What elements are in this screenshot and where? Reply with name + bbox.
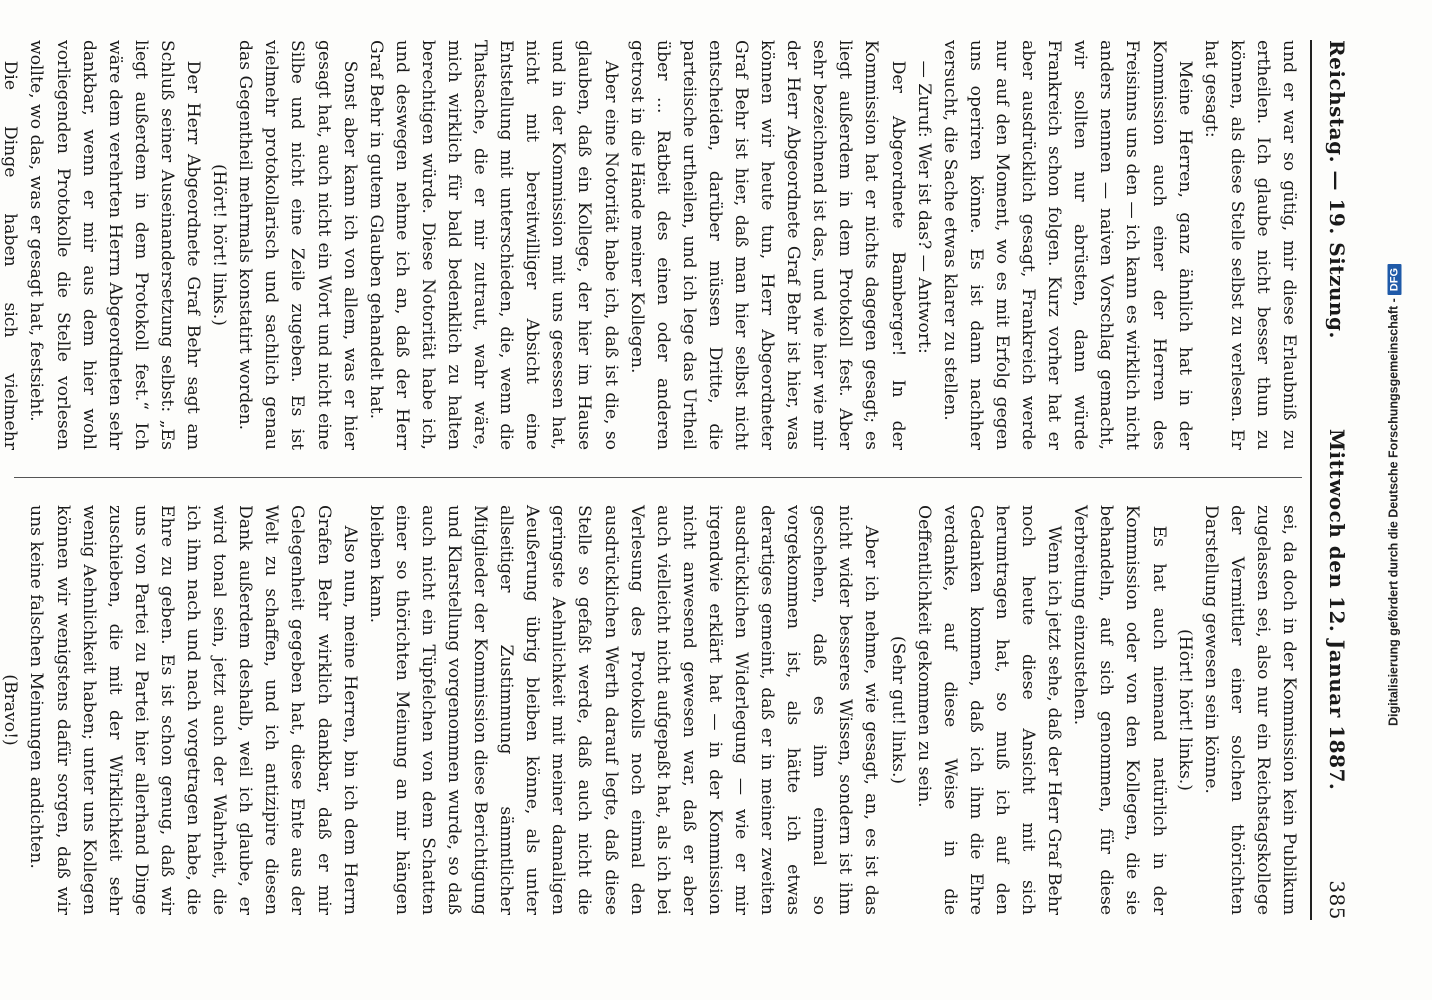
paragraph: Aber eine Notorität habe ich, daß ist die, so glauben, daß ein Kollege, der hier im Hause und in der Kommission mit uns gesessen hat, nicht mit bereitwilliger Absicht eine Entstellung mit unterschieden, die, wenn die Thatsache, die er mir zutraut, wahr wäre, mich wirklich für bald bedenklich zu halten berechtigen würde. Diese Notorität habe ich, und deswegen nehme ich an, daß der Herr Graf Behr in gutem Glauben gehandelt hat. — [365, 40, 621, 450]
interjection: (Hört! hört! links.) — [1174, 629, 1195, 791]
header-rule — [1310, 40, 1312, 920]
interjection: (Hört! hört! links.) — [209, 164, 230, 326]
column-divider — [14, 477, 1302, 478]
page-number: 385 — [1325, 880, 1349, 920]
interjection: (Bravo!) — [0, 674, 21, 746]
running-header — [1314, 40, 1360, 920]
digitization-note: Digitalisierung gefördert durch die Deutsche Forschungsgemeinschaft - — [1386, 298, 1401, 727]
paragraph: Die Dinge haben sich vielmehr — [0, 60, 21, 450]
paragraph: Also nun, meine Herren, bin ich dem Herrn Grafen Behr wirklich dankbar, daß er mir Gelegenheit gegeben hat, diese Ente aus der Welt zu schaffen, und ich antizipire diesen Dank außerdem deshalb, weil ich glaube, er wird tonal sein, jetzt auch der Wahrheit, die ich ihm nach und nach vorgetragen habe, die Ehre zu geben. Es ist schon genug, daß wir uns von Partei zu Partei hier allerhand Dinge zuschieben, die mit der Wirklichkeit sehr wenig Aehnlichkeit haben; unter uns Kollegen können wir wenigstens dafür sorgen, daß wir uns keine falschen Meinungen andichten. — [26, 505, 360, 915]
paragraph: Sonst aber kann ich von allem, was er hier gesagt hat, auch nicht ein Wort und nicht eine Silbe und nicht eine Zeile zugeben. Es ist vielmehr protokollarisch und sachlich genau das Gegentheil mehrmals konstatirt worden. — [235, 40, 360, 450]
paragraph: Es hat auch niemand natürlich in der Kommission oder von den Kollegen, die sie behandeln, auf sich genommen, für diese Verbreitung einzustehen. — [1070, 505, 1169, 915]
header-chamber-session: Reichstag. — 19. Sitzung. — [1325, 40, 1349, 339]
paragraph: Aber ich nehme, wie gesagt, an, es ist das nicht wider besseres Wissen, sondern ist ihm geschehen, daß es ihm einmal so vorgekommen ist, als hätte ich etwas derartiges gemeint, daß er in meiner zweiten ausdrücklichen Widerlegung — wie er mir irgendwie erklärt hat — in der Kommission nicht anwesend gewesen war, daß er aber auch vielleicht nicht aufgepaßt hat, als ich bei Verlesung des Protokolls noch einmal den ausdrücklichen Werth darauf legte, daß diese Stelle so gefaßt werde, daß auch nicht die geringste Aehnlichkeit mit meiner damaligen Aeußerung übrig bleiben könne, als unter allseitiger Zustimmung sämmtlicher Mitglieder der Kommission diese Berichtigung und Klarstellung vorgenommen wurde, so daß auch nicht ein Tüpfelchen von dem Schatten einer so thörichten Meinung an mir hängen bleiben kann. — [365, 505, 882, 915]
digitization-credit — [1387, 264, 1402, 726]
dfg-logo: DFG — [1388, 264, 1402, 295]
left-column — [0, 40, 1302, 450]
paragraph: Wenn ich jetzt sehe, daß der Herr Graf Behr noch heute diese Ansicht mit sich herumtragen hat, so muß ich auf den Gedanken kommen, daß ich ihm die Ehre verdanke, auf diese Weise in die Oeffentlichkeit gekommen zu sein. — [913, 505, 1065, 915]
paragraph: sei, da doch in der Kommission kein Publikum zugelassen sei, also nur ein Reichstagskollege der Vermittler einer solchen thörichten Darstellung gewesen sein könne. — [1200, 505, 1299, 915]
paragraph: Der Abgeordnete Bamberger! In der Kommission hat er nichts dagegen gesagt; es liegt außerdem in dem Protokoll fest. Aber sehr bezeichnend ist das, und wie hier wie mir der Herr Abgeordnete Graf Behr ist hier, was können wir heute tun, Herr Abgeordneter Graf Behr ist hier, daß man hier selbst nicht entscheiden, darüber müssen Dritte, die parteiische urtheilen, und ich lege das Urtheil über ... Ratbeit des einen oder anderen getrost in die Hände meiner Kollegen. — [626, 40, 908, 450]
interjection: (Sehr gut! links.) — [887, 635, 908, 785]
header-date: Mittwoch den 12. Januar 1887. — [1325, 428, 1349, 791]
paragraph: — Zuruf: Wer ist das? — Antwort: — [913, 60, 934, 354]
right-column — [0, 505, 1302, 915]
paragraph: und er war so gütig, mir diese Erlaubniß zu ertheilen. Ich glaube nicht besser thun zu können, als diese Stelle selbst zu verlesen. Er hat gesagt: — [1200, 40, 1299, 450]
paragraph: Der Herr Abgeordnete Graf Behr sagt am Schluß seiner Auseinandersetzung selbst: „Es liegt außerdem in dem Protokoll fest.“ Ich wäre dem verehrten Herrn Abgeordneten sehr dankbar, wenn er mir aus dem hier wohl vorliegenden Protokolle die Stelle vorlesen wollte, wo das, was er gesagt hat, festsieht. — [26, 40, 204, 450]
paragraph: Meine Herren, ganz ähnlich hat in der Kommission auch einer der Herren des Freisinns uns den — ich kann es wirklich nicht anders nennen — naiven Vorschlag gemacht, wir sollten nur abrüsten, dann würde Frankreich schon folgen. Kurz vorher hat er aber ausdrücklich gesagt, Frankreich werde nur auf den Moment, wo es mit Erfolg gegen uns operiren könne. Es ist dann nachher versucht, die Sache etwas klarer zu stellen. — [939, 40, 1195, 450]
